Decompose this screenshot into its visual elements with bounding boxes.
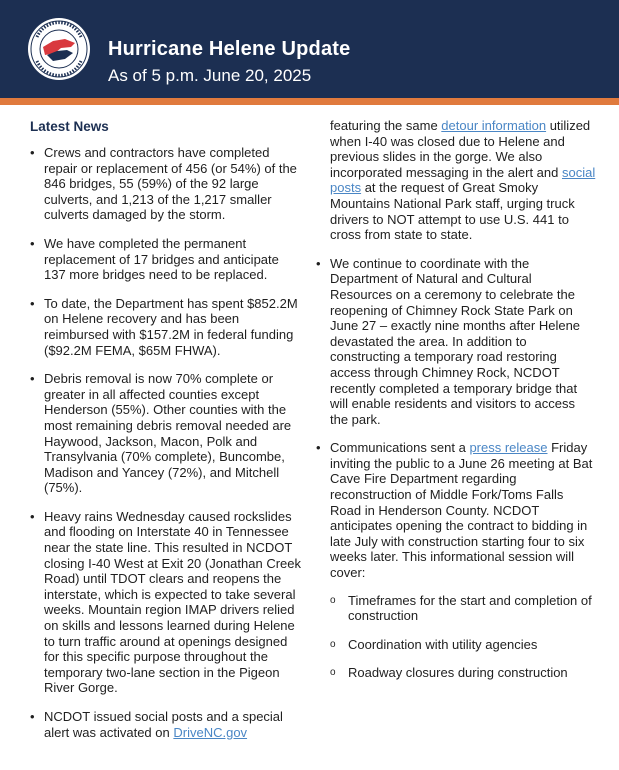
alert-text: NCDOT issued social posts and a special alert was activated on	[44, 709, 283, 740]
header-banner	[0, 0, 619, 98]
header-accent-stripe	[0, 98, 619, 105]
drivenc-link[interactable]: DriveNC.gov	[173, 724, 248, 740]
ncdot-seal-logo	[27, 17, 91, 81]
detour-information-link[interactable]: detour information	[441, 118, 547, 133]
news-item-bridges: • Crews and contractors have completed repair or replacement of 456 (or 54%) of the 846 bridges, 55 (59%) of the 92 large culverts, and 1,213 of the 1,217 smaller culverts damaged by the storm.	[30, 145, 302, 223]
news-list	[30, 145, 302, 740]
comm-text-prefix: Communications sent a	[330, 440, 470, 456]
news-item-chimney-rock: • We continue to coordinate with the Department of Natural and Cultural Resources on a ceremony to celebrate the reopening of Chimney Rock State Park on June 27 – exactly nine months after Helene devastated the area. In addition to constructing a temporary road restoring access through Chimney Rock, NCDOT recently completed a temporary bridge that will enable residents and visitors to access the park.	[316, 256, 596, 428]
session-topics-list	[330, 593, 596, 681]
section-title: Latest News	[30, 119, 109, 134]
continuation-text-2: utilized when I-40 was closed due to Helene and previous slides in the gorge. We also incorporated messaging in the alert and	[330, 118, 591, 180]
news-item-debris: • Debris removal is now 70% complete or greater in all affected counties except Henderson (55%). Other counties with the most remaining debris removal needed are Haywood, Jackson, Macon, Polk and Transylvania (70% complete), Buncombe, Madison and Yancey (72%), and Mitchell (75%).	[30, 371, 302, 496]
news-list-right	[316, 256, 596, 681]
news-item-i40: • Heavy rains Wednesday caused rockslides and flooding on Interstate 40 in Tennessee near the state line. This resulted in NCDOT closing I-40 West at Exit 20 (Jonathan Creek Road) until TDOT clears and reopens the interstate, which is expected to take several weeks. Mountain region IMAP drivers relied on skills and lessons learned during Helene to turn traffic around at openings designed for this specific purpose throughout the temporary two-lane section in the Pigeon River Gorge.	[30, 509, 302, 696]
continuation-text-1: featuring the same	[330, 118, 442, 133]
session-topic: o Roadway closures during construction	[330, 665, 596, 681]
right-column	[316, 118, 596, 694]
news-item-alert-continued	[316, 118, 596, 243]
news-item-alert	[30, 709, 302, 740]
news-item-funding: • To date, the Department has spent $852.2M on Helene recovery and has been reimbursed with $157.2M in federal funding ($92.2M FEMA, $65M FHWA).	[30, 296, 302, 358]
page-subtitle: As of 5 p.m. June 20, 2025	[108, 66, 312, 85]
news-item-replacement: • We have completed the permanent replacement of 17 bridges and anticipate 137 more bridges need to be replaced.	[30, 236, 302, 283]
social-posts-link[interactable]: social posts	[330, 164, 596, 196]
session-topic: o Timeframes for the start and completion of construction	[330, 593, 596, 624]
page-title: Hurricane Helene Update	[108, 38, 351, 60]
news-item-communications	[316, 440, 596, 681]
continuation-text-3: at the request of Great Smoky Mountains National Park staff, urging truck drivers to NOT attempt to use U.S. 441 to cross from state to state.	[330, 180, 575, 243]
press-release-link[interactable]: press release	[469, 440, 548, 456]
comm-text-suffix: Friday inviting the public to a June 26 meeting at Bat Cave Fire Department regarding reconstruction of Middle Fork/Toms Falls Road in Henderson County. NCDOT anticipates opening the contract to bidding in late July with construction starting four to six weeks later. This informational session will cover:	[330, 440, 593, 581]
left-column	[30, 118, 302, 753]
session-topic: o Coordination with utility agencies	[330, 637, 596, 653]
